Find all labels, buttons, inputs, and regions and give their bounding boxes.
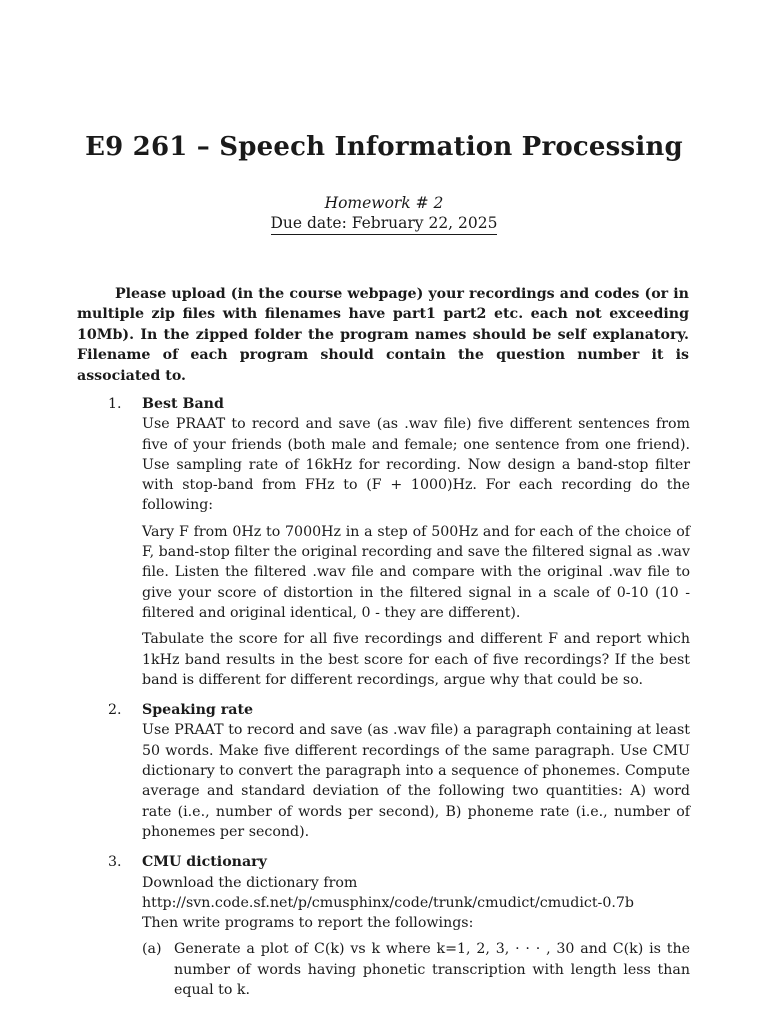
sub-question-text: Generate a plot of C(k) vs k where k=1, 2, 3, · · · , 30 and C(k) is the number of words having phonetic transcription with length less than equal to k. (174, 941, 690, 999)
question-line: Then write programs to report the followings: (142, 915, 474, 932)
question-paragraph: Use PRAAT to record and save (as .wav file) a paragraph containing at least 50 words. Make five different recordings of the same paragraph. Use CMU dictionary to convert the paragraph into a sequence of phonemes. Compute average and standard deviation of the following two quantities: A) word rate (i.e., number of words per second), B) phoneme rate (i.e., number of phonemes per second). (142, 722, 690, 840)
question-line: Download the dictionary from (142, 874, 358, 891)
sub-question-list (142, 939, 690, 1000)
dictionary-url: http://svn.code.sf.net/p/cmusphinx/code/trunk/cmudict/cmudict-0.7b (142, 894, 634, 911)
question-list (108, 394, 690, 1010)
question-2 (108, 700, 690, 842)
question-heading: Speaking rate (142, 702, 254, 719)
question-paragraph: Use PRAAT to record and save (as .wav file) five different sentences from five of your friends (both male and female; one sentence from one friend). Use sampling rate of 16kHz for recording. Now design a band-stop filter with stop-band from FHz to (F + 1000)Hz. For each recording do the following: (142, 416, 690, 514)
question-number: 2. (108, 702, 122, 719)
sub-question-label: (a) (142, 941, 162, 958)
submission-instructions: Please upload (in the course webpage) your recordings and codes (or in multiple zip files with filenames have part1 part2 etc. each not exceeding 10Mb). In the zipped folder the program names should be self explanatory. Filename of each program should contain the question number it is associated to. (77, 286, 689, 384)
question-1 (108, 394, 690, 690)
sub-question-a (142, 939, 690, 1000)
due-date-wrap (0, 213, 768, 235)
document-title: E9 261 – Speech Information Processing (85, 132, 683, 162)
due-date: Due date: February 22, 2025 (271, 214, 498, 235)
question-paragraph: Tabulate the score for all five recordings and different F and report which 1kHz band results in the best score for each of five recordings? If the best band is different for different recordings, argue why that could be so. (142, 631, 690, 688)
question-number: 3. (108, 854, 122, 871)
question-heading: Best Band (142, 396, 224, 412)
question-heading: CMU dictionary (142, 854, 267, 871)
question-3 (108, 852, 690, 1000)
question-number: 1. (108, 396, 122, 412)
homework-number: Homework # 2 (324, 194, 444, 212)
question-paragraph: Vary F from 0Hz to 7000Hz in a step of 500Hz and for each of the choice of F, band-stop filter the original recording and save the filtered signal as .wav file. Listen the filtered .wav file and compare with the original .wav file to give your score of distortion in the filtered signal in a scale of 0-10 (10 - filtered and original identical, 0 - they are different). (142, 523, 690, 621)
